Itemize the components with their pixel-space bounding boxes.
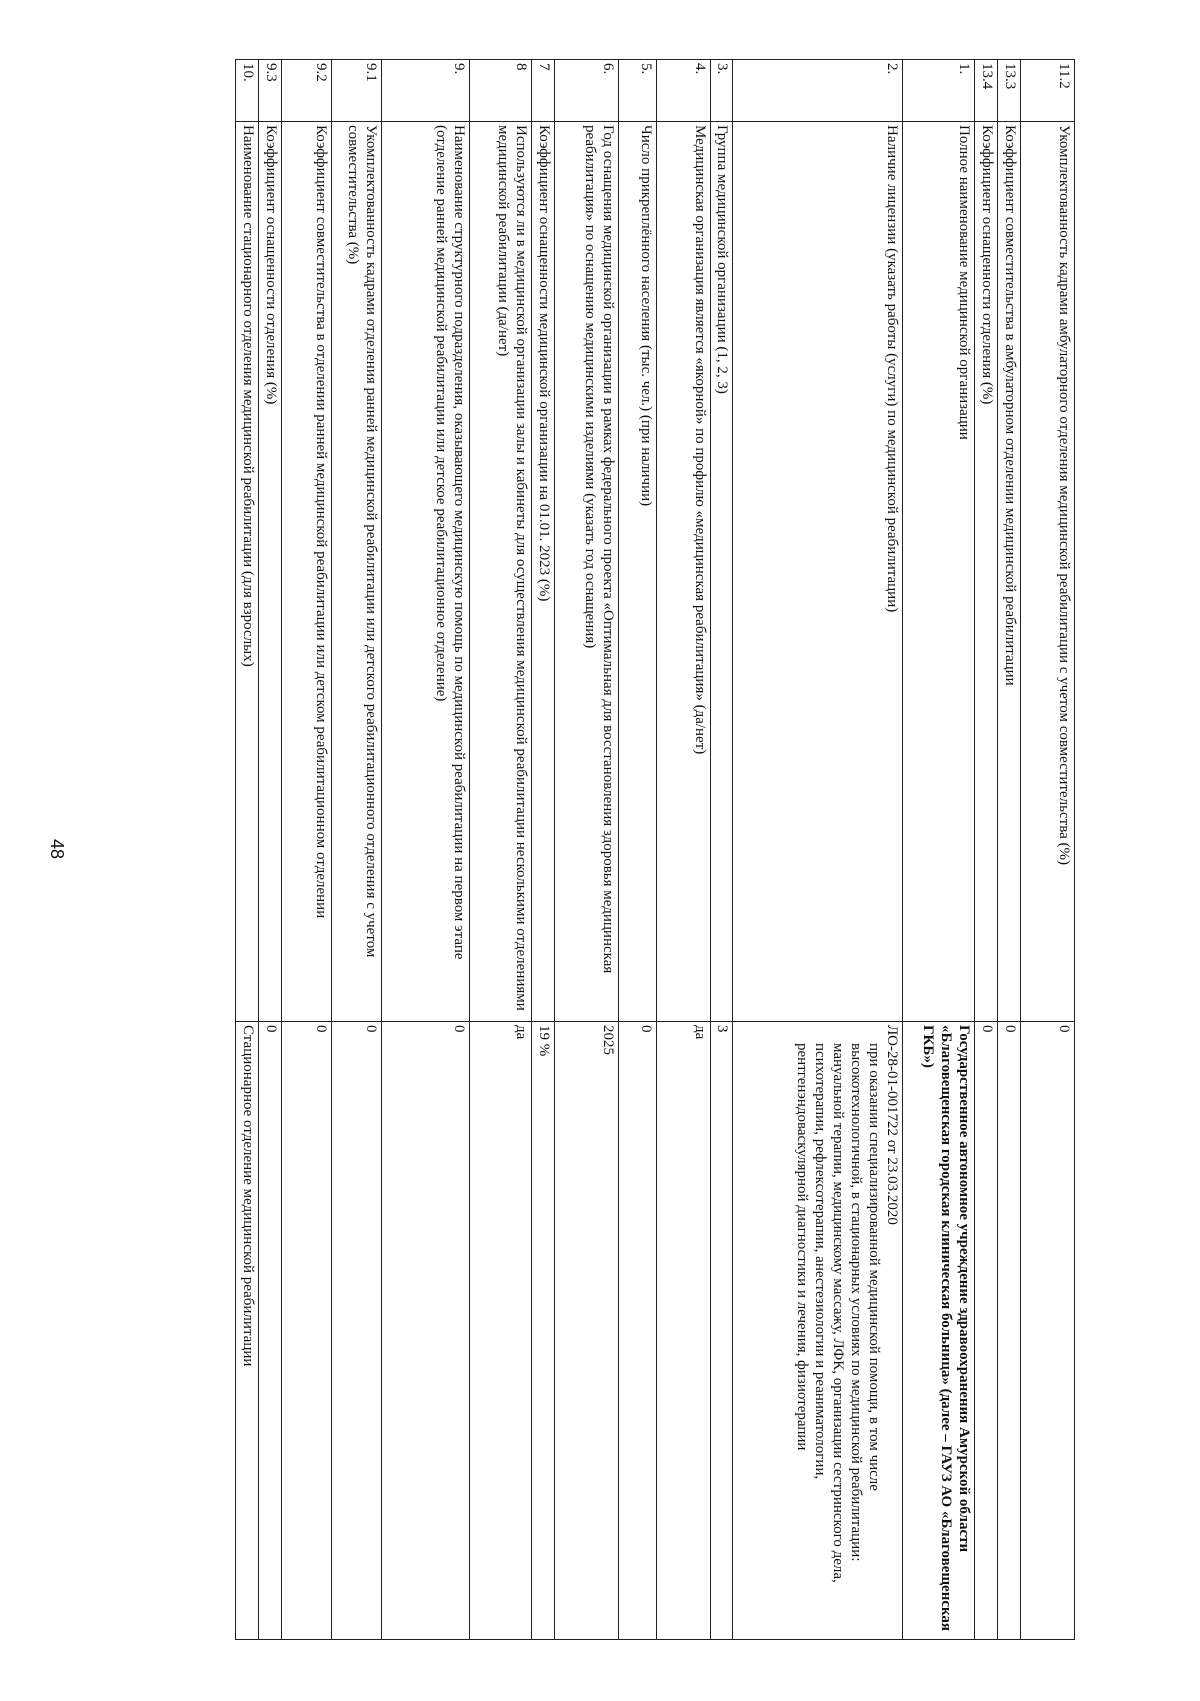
rehabilitation-info-table [235,59,1075,1640]
table-row [657,60,711,1640]
table-row [903,60,975,1640]
table-row [332,60,382,1640]
row-number: 3. [711,60,733,122]
row-value: 0 [382,1022,470,1640]
table-row [532,60,555,1640]
row-indicator: Коэффициент оснащенности отделения (%) [259,122,282,1022]
row-value: 2025 [555,1022,619,1640]
table-row [236,60,259,1640]
table-row [382,60,470,1640]
row-indicator: Коэффициент совместительства в амбулаторном отделении медицинской реабилитации [998,122,1021,1022]
table-row [555,60,619,1640]
row-value: да [657,1022,711,1640]
table-row [998,60,1021,1640]
rotated-page [47,59,1075,1639]
row-value: Стационарное отделение медицинской реабилитации [236,1022,259,1640]
row-indicator: Коэффициент оснащенности отделения (%) [975,122,998,1022]
row-number: 9.2 [282,60,332,122]
row-number: 8 [470,60,532,122]
table-row [1021,60,1075,1640]
table-row [733,60,903,1640]
table-row [470,60,532,1640]
row-number: 9.1 [332,60,382,122]
row-indicator: Наличие лицензии (указать работы (услуги) по медицинской реабилитации) [733,122,903,1022]
page-number: 48 [47,838,67,860]
license-cell [733,1022,903,1640]
row-value: да [470,1022,532,1640]
row-indicator: Укомплектованность кадрами амбулаторного отделения медицинской реабилитации с учетом совместительства (%) [1021,122,1075,1022]
row-number: 9.3 [259,60,282,122]
row-indicator: Год оснащения медицинской организации в рамках федерального проекта «Оптимальная для восстановления здоровья медицинская реабилитация» по оснащению медицинскими изделиями (указать год оснащения) [555,122,619,1022]
row-value: 0 [1021,1022,1075,1640]
row-value: 0 [282,1022,332,1640]
row-indicator: Коэффициент совместительства в отделении ранней медицинской реабилитации или детском реабилитационном отделении [282,122,332,1022]
row-number: 10. [236,60,259,122]
organization-full-name: Государственное автономное учреждение здравоохранения Амурской области «Благовещенская городская клиническая больница» (далее – ГАУЗ АО «Благовещенская ГКБ») [903,1022,975,1640]
license-services: при оказании специализированной медицинской помощи, в том числе высокотехнологичной, в стационарных условиях по медицинской реабилитации: мануальной терапии, медицинскому массажу, ЛФК, организации сестринского дела, психотерапии, рефлексотерапии, анестезиологии и реаниматологии, рентгенэндоваскулярной диагностики и лечения, физиотерапии [794,1043,882,1583]
row-indicator: Медицинская организация является «якорной» по профилю «медицинская реабилитация» (да/нет) [657,122,711,1022]
row-indicator: Используются ли в медицинской организации залы и кабинеты для осуществления медицинской реабилитации несколькими отделениями медицинской реабилитации (да/нет) [470,122,532,1022]
table-row [619,60,657,1640]
row-indicator: Наименование структурного подразделения, оказывающего медицинскую помощь по медицинской реабилитации на первом этапе (отделение ранней медицинской реабилитации или детское реабилитационное отделение) [382,122,470,1022]
row-indicator: Укомплектованность кадрами отделения ранней медицинской реабилитации или детского реабилитационного отделения с учетом совместительства (%) [332,122,382,1022]
row-value: 19 % [532,1022,555,1640]
row-number: 2. [733,60,903,122]
row-number: 4. [657,60,711,122]
row-value: 0 [619,1022,657,1640]
table-row [259,60,282,1640]
row-value: 0 [975,1022,998,1640]
row-number: 9. [382,60,470,122]
row-indicator: Полное наименование медицинской организации [903,122,975,1022]
row-value: 0 [998,1022,1021,1640]
row-indicator: Коэффициент оснащенности медицинской организации на 01.01. 2023 (%) [532,122,555,1022]
row-value: 0 [332,1022,382,1640]
license-number: ЛО-28-01-001722 от 23.03.2020 [884,1025,900,1225]
row-value: 0 [259,1022,282,1640]
row-value: 3 [711,1022,733,1640]
row-indicator: Число прикреплённого населения (тыс. чел.) (при наличии) [619,122,657,1022]
table-row [975,60,998,1640]
row-number: 6. [555,60,619,122]
row-number: 13.3 [998,60,1021,122]
table-row [711,60,733,1640]
row-number: 1. [903,60,975,122]
row-number: 11.2 [1021,60,1075,122]
table-row [282,60,332,1640]
row-indicator: Группа медицинской организации (1, 2, 3) [711,122,733,1022]
row-number: 5. [619,60,657,122]
row-number: 13.4 [975,60,998,122]
row-number: 7 [532,60,555,122]
row-indicator: Наименование стационарного отделения медицинской реабилитации (для взрослых) [236,122,259,1022]
